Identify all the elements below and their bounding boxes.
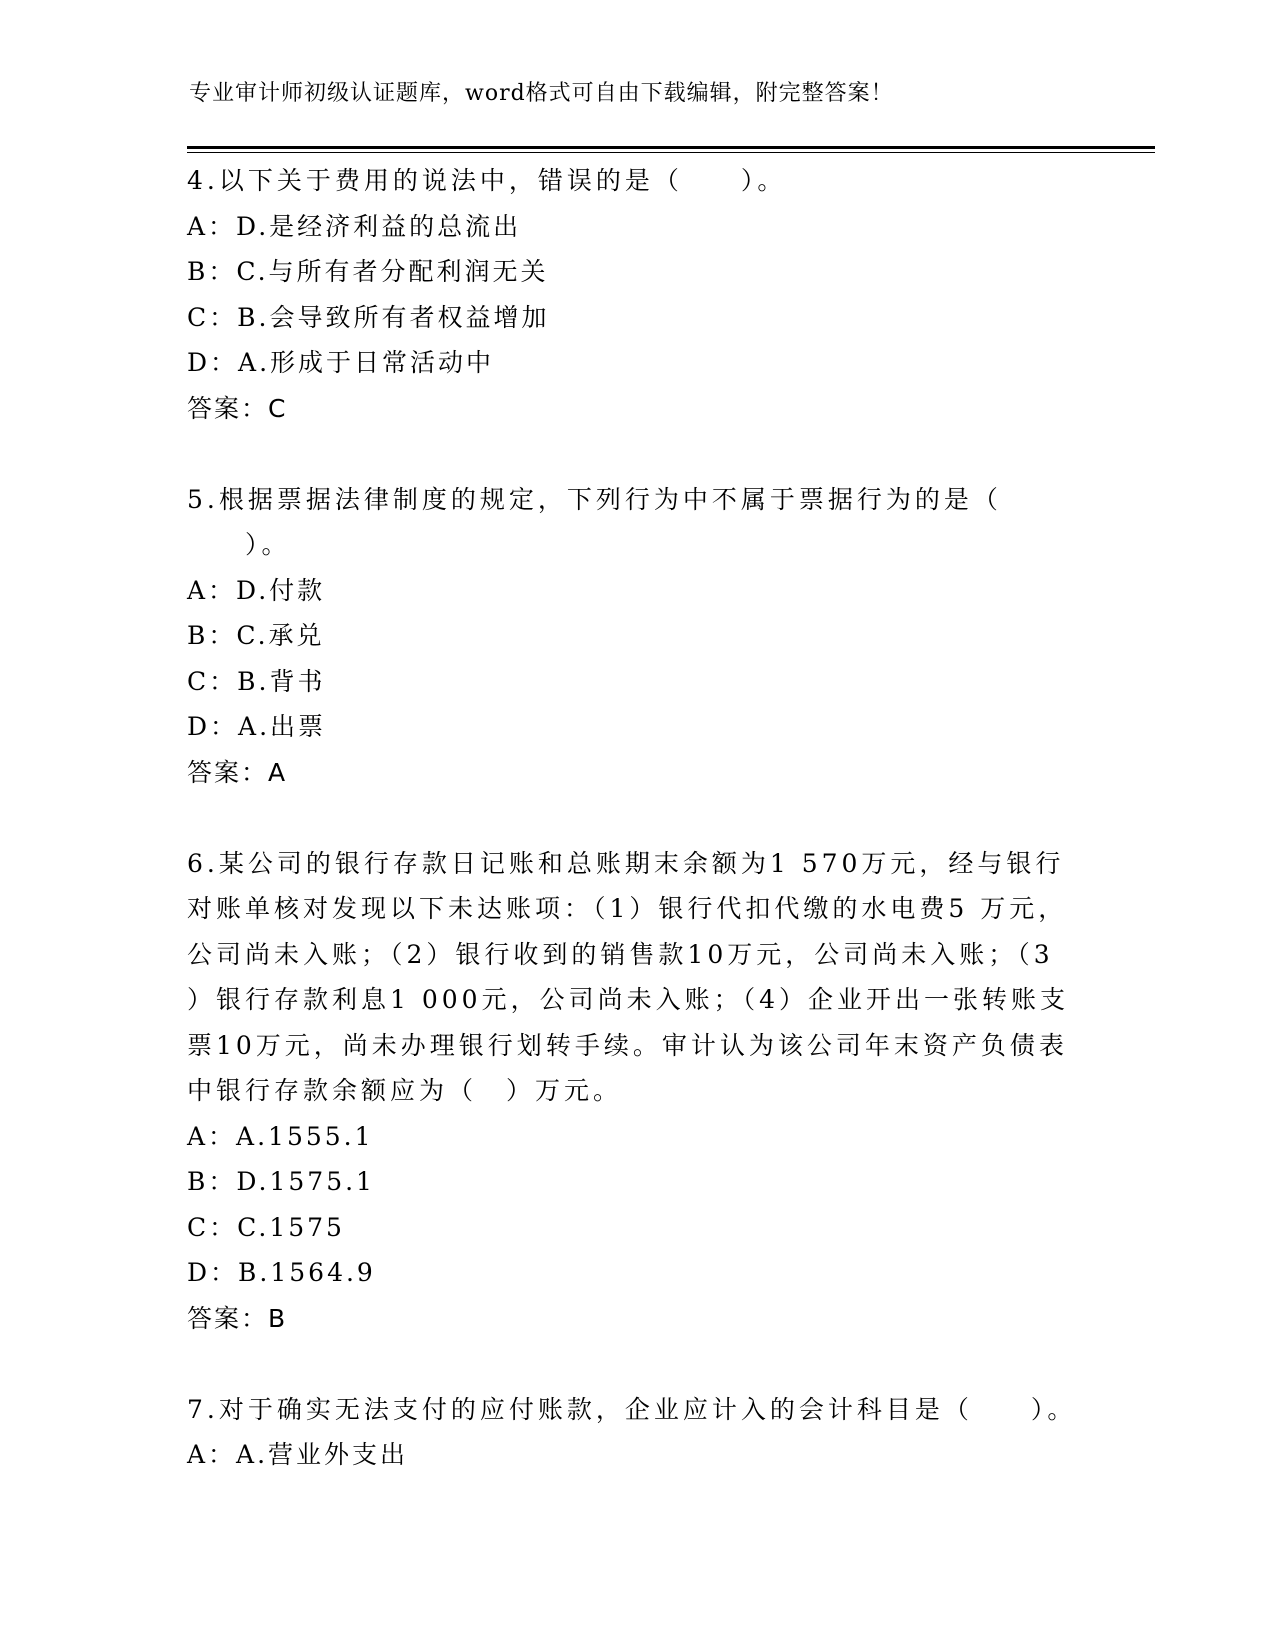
option-a: A：A.营业外支出: [187, 1440, 409, 1469]
option-d: D：A.出票: [187, 712, 327, 741]
option-b: B：C.承兑: [187, 621, 325, 650]
question-text-cont: 中银行存款余额应为（ ）万元。: [187, 1076, 623, 1105]
question-text-cont: ）银行存款利息1 000元，公司尚未入账；（4）企业开出一张转账支: [187, 985, 1069, 1014]
question-text: 4.以下关于费用的说法中，错误的是（ ）。: [187, 166, 787, 195]
question-7: [187, 1387, 1087, 1478]
option-a: A：D.是经济利益的总流出: [187, 211, 522, 241]
question-text-cont: 公司尚未入账；（2）银行收到的销售款10万元，公司尚未入账；（3: [187, 939, 1054, 969]
option-c: C：B.背书: [187, 666, 326, 696]
question-spacer: [187, 1341, 1087, 1387]
answer-line: 答案：B: [187, 1303, 288, 1333]
question-text-cont: 对账单核对发现以下未达账项：（1）银行代扣代缴的水电费5 万元，: [187, 894, 1068, 923]
option-d: D：A.形成于日常活动中: [187, 348, 495, 377]
header-divider-thin: [187, 152, 1155, 153]
answer-line: 答案：A: [187, 757, 288, 787]
option-c: C：C.1575: [187, 1212, 345, 1242]
question-6: [187, 841, 1087, 1342]
question-text-cont: ）。: [187, 530, 291, 559]
question-text-cont: 票10万元，尚未办理银行划转手续。审计认为该公司年末资产负债表: [187, 1030, 1068, 1060]
question-4: [187, 158, 1087, 431]
question-list: [187, 158, 1087, 1478]
option-b: B：C.与所有者分配利润无关: [187, 257, 549, 286]
answer-line: 答案：C: [187, 393, 288, 423]
question-5: [187, 477, 1087, 796]
question-text: 6.某公司的银行存款日记账和总账期末余额为1 570万元，经与银行: [187, 848, 1065, 878]
page-header: 专业审计师初级认证题库，word格式可自由下载编辑，附完整答案！: [189, 81, 894, 106]
option-b: B：D.1575.1: [187, 1167, 375, 1196]
option-c: C：B.会导致所有者权益增加: [187, 302, 550, 332]
option-a: A：A.1555.1: [187, 1121, 374, 1151]
question-spacer: [187, 431, 1087, 477]
option-d: D：B.1564.9: [187, 1258, 376, 1287]
option-a: A：D.付款: [187, 575, 326, 605]
question-text: 5.根据票据法律制度的规定，下列行为中不属于票据行为的是（: [187, 484, 1002, 514]
question-spacer: [187, 795, 1087, 841]
header-divider-thick: [187, 146, 1155, 149]
question-text: 7.对于确实无法支付的应付账款，企业应计入的会计科目是（ ）。: [187, 1394, 1077, 1424]
